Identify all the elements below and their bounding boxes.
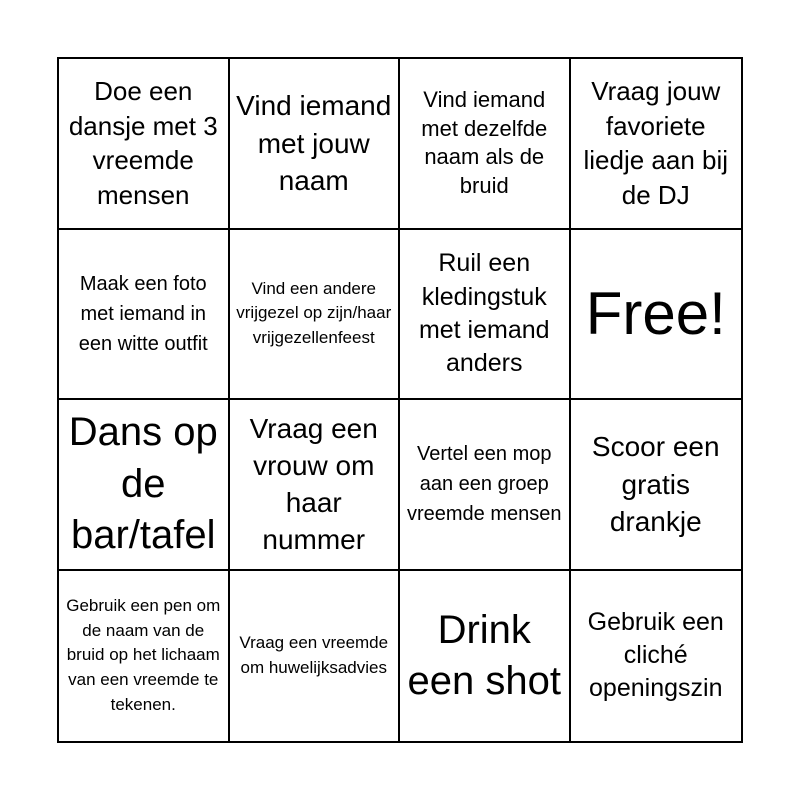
bingo-cell-free[interactable] [571,230,742,401]
free-space-text: Free! [585,279,726,347]
cell-text: Vind iemand met jouw naam [236,90,392,196]
cell-text: Drink een shot [407,607,561,703]
bingo-cell[interactable] [230,400,401,571]
bingo-cell[interactable] [59,571,230,742]
bingo-cell[interactable] [59,230,230,401]
bingo-cell[interactable] [230,571,401,742]
bingo-cell[interactable] [400,59,571,230]
cell-text: Vraag jouw favoriete liedje aan bij de DJ [583,76,729,210]
cell-text: Vind iemand met dezelfde naam als de bruid [421,87,548,198]
bingo-card [57,57,743,743]
cell-text: Gebruik een pen om de naam van de bruid op het lichaam van een vreemde te tekenen. [66,596,221,714]
cell-text: Scoor een gratis drankje [591,431,720,537]
cell-text: Doe een dansje met 3 vreemde mensen [68,76,218,210]
bingo-cell[interactable] [571,59,742,230]
cell-text: Vertel een mop aan een groep vreemde mensen [406,443,562,526]
cell-text: Vind een andere vrijgezel op zijn/haar vrijgezellenfeest [236,278,392,348]
bingo-cell[interactable] [571,571,742,742]
bingo-cell[interactable] [59,400,230,571]
bingo-cell[interactable] [400,400,571,571]
bingo-cell[interactable] [230,230,401,401]
cell-text: Dans op de bar/tafel [68,410,218,557]
bingo-cell[interactable] [59,59,230,230]
bingo-cell[interactable] [571,400,742,571]
cell-text: Vraag een vreemde om huwelijksadvies [239,633,389,677]
bingo-cell[interactable] [230,59,401,230]
cell-text: Ruil een kledingstuk met iemand anders [418,249,550,377]
bingo-cell[interactable] [400,571,571,742]
cell-text: Maak een foto met iemand in een witte outfit [78,272,208,355]
cell-text: Gebruik een cliché openingszin [587,607,724,703]
bingo-cell[interactable] [400,230,571,401]
cell-text: Vraag een vrouw om haar nummer [249,412,378,556]
